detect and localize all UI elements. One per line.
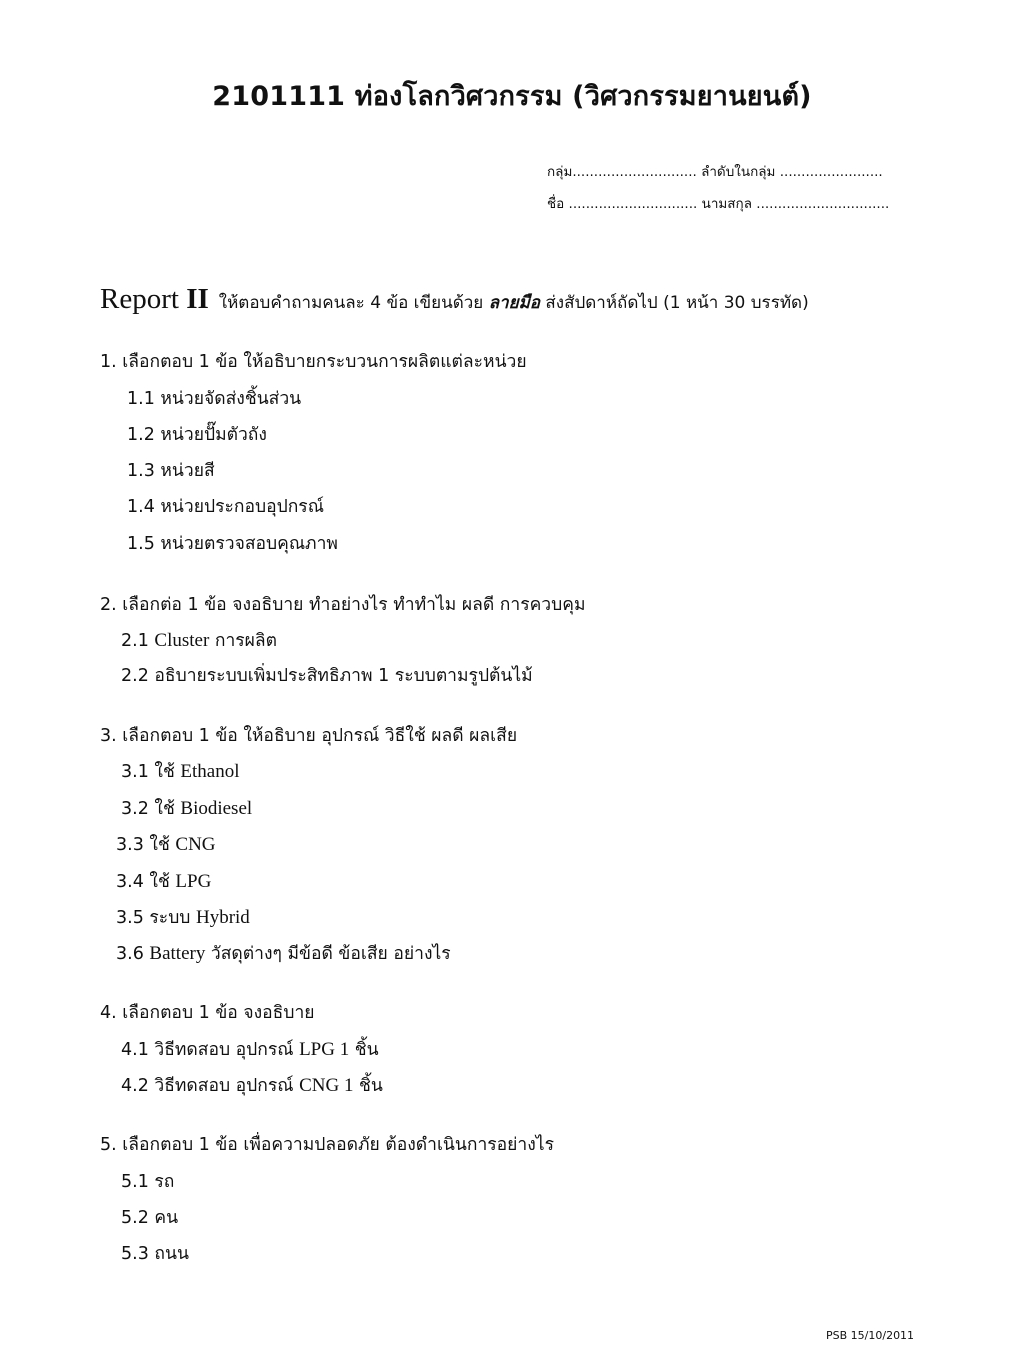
section-2-item: 2.2 อธิบายระบบเพิ่มประสิทธิภาพ 1 ระบบตามรูปต้นไม้ [121,666,533,686]
section-2-item: 2.1 Cluster การผลิต [121,630,278,651]
section-3-heading: 3. เลือกตอบ 1 ข้อ ให้อธิบาย อุปกรณ์ วิธีใช้ ผลดี ผลเสีย [100,726,518,746]
name-surname-line: ชื่อ .............................. นามสกุล ............................... [547,196,890,212]
instruction-bold-handwriting: ลายมือ [488,293,540,313]
section-1-item: 1.5 หน่วยตรวจสอบคุณภาพ [127,534,338,554]
section-3-item: 3.5 ระบบ Hybrid [116,907,250,928]
section-5-heading: 5. เลือกตอบ 1 ข้อ เพื่อความปลอดภัย ต้องดำเนินการอย่างไร [100,1135,555,1155]
instruction-text-a: ให้ตอบคำถามคนละ 4 ข้อ เขียนด้วย [218,293,489,313]
section-1-item: 1.3 หน่วยสี [127,461,215,481]
section-1-item: 1.4 หน่วยประกอบอุปกรณ์ [127,497,324,517]
section-3-item: 3.6 Battery วัสดุต่างๆ มีข้อดี ข้อเสีย อย่างไร [116,943,451,964]
instruction-text-b: ส่งสัปดาห์ถัดไป (1 หน้า 30 บรรทัด) [539,293,809,313]
section-3-item: 3.2 ใช้ Biodiesel [121,798,253,819]
page-title: 2101111 ท่องโลกวิศวกรรม (วิศวกรรมยานยนต์) [212,81,812,112]
section-4-item: 4.1 วิธีทดสอบ อุปกรณ์ LPG 1 ชิ้น [121,1039,379,1060]
section-1-heading: 1. เลือกตอบ 1 ข้อ ให้อธิบายกระบวนการผลิตแต่ละหน่วย [100,352,527,372]
section-2-heading: 2. เลือกต่อ 1 ข้อ จงอธิบาย ทำอย่างไร ทำทำไม ผลดี การควบคุม [100,595,586,615]
section-1-item: 1.1 หน่วยจัดส่งชิ้นส่วน [127,389,302,409]
section-3-item: 3.1 ใช้ Ethanol [121,761,240,782]
report-instruction [100,283,809,316]
section-3-item: 3.3 ใช้ CNG [116,834,216,855]
report-label: Report II [100,283,209,315]
section-5-item: 5.1 รถ [121,1172,175,1192]
group-order-line: กลุ่ม............................. ลำดับในกลุ่ม ........................ [547,164,883,180]
section-4-item: 4.2 วิธีทดสอบ อุปกรณ์ CNG 1 ชิ้น [121,1075,383,1096]
section-5-item: 5.2 คน [121,1208,179,1228]
section-5-item: 5.3 ถนน [121,1244,189,1264]
section-1-item: 1.2 หน่วยปั๊มตัวถัง [127,425,267,445]
section-4-heading: 4. เลือกตอบ 1 ข้อ จงอธิบาย [100,1003,315,1023]
footer-date: PSB 15/10/2011 [826,1329,915,1342]
section-3-item: 3.4 ใช้ LPG [116,871,212,892]
